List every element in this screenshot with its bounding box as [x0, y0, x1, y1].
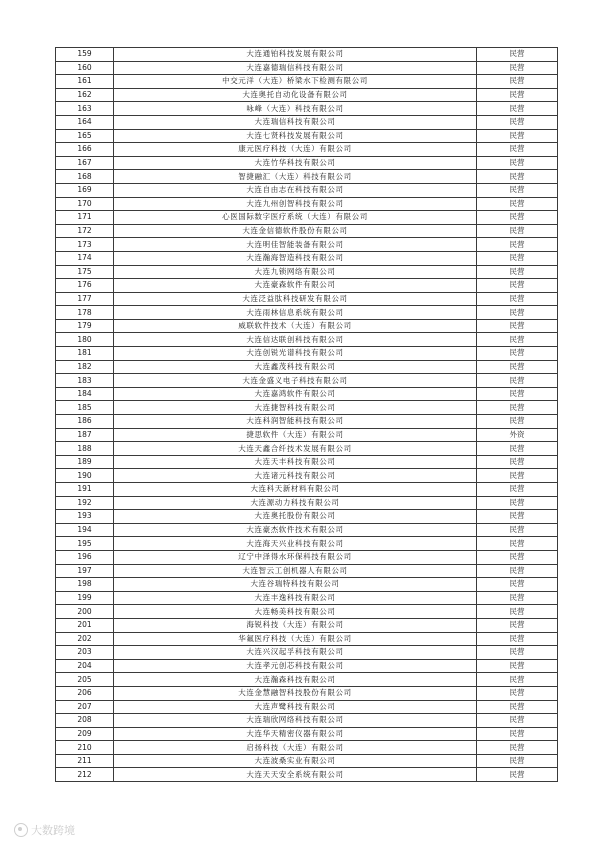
ownership-type: 民营: [477, 129, 558, 143]
ownership-type: 民营: [477, 374, 558, 388]
company-name: 大连通铂科技发展有限公司: [114, 48, 477, 62]
company-name: 大连科天新材料有限公司: [114, 483, 477, 497]
row-number: 179: [56, 319, 114, 333]
row-number: 206: [56, 686, 114, 700]
ownership-type: 民营: [477, 578, 558, 592]
ownership-type: 民营: [477, 442, 558, 456]
table-row: [56, 197, 558, 211]
ownership-type: 民营: [477, 143, 558, 157]
row-number: 166: [56, 143, 114, 157]
ownership-type: 民营: [477, 238, 558, 252]
table-row: [56, 129, 558, 143]
company-name: 大连波桑实业有限公司: [114, 754, 477, 768]
ownership-type: 民营: [477, 415, 558, 429]
ownership-type: 民营: [477, 483, 558, 497]
table-row: [56, 727, 558, 741]
row-number: 200: [56, 605, 114, 619]
ownership-type: 民营: [477, 591, 558, 605]
table-row: [56, 102, 558, 116]
table-row: [56, 360, 558, 374]
row-number: 211: [56, 754, 114, 768]
row-number: 186: [56, 415, 114, 429]
ownership-type: 民营: [477, 306, 558, 320]
ownership-type: 民营: [477, 333, 558, 347]
row-number: 209: [56, 727, 114, 741]
table-row: [56, 768, 558, 782]
table-row: [56, 591, 558, 605]
ownership-type: 民营: [477, 741, 558, 755]
table-row: [56, 319, 558, 333]
company-name: 大连豪杰软件技术有限公司: [114, 523, 477, 537]
company-name: 大连天鑫合纤技术发展有限公司: [114, 442, 477, 456]
company-name: 大连瑞欣网络科技有限公司: [114, 714, 477, 728]
company-name: 大连九锁网络有限公司: [114, 265, 477, 279]
table-row: [56, 578, 558, 592]
table-row: [56, 714, 558, 728]
row-number: 183: [56, 374, 114, 388]
table-row: [56, 686, 558, 700]
table-row: [56, 605, 558, 619]
ownership-type: 民营: [477, 455, 558, 469]
ownership-type: 民营: [477, 768, 558, 782]
table-row: [56, 265, 558, 279]
company-name: 华氟医疗科技（大连）有限公司: [114, 632, 477, 646]
table-row: [56, 143, 558, 157]
table-row: [56, 292, 558, 306]
row-number: 195: [56, 537, 114, 551]
table-row: [56, 211, 558, 225]
company-name: 大连丰逸科技有限公司: [114, 591, 477, 605]
table-row: [56, 469, 558, 483]
table-row: [56, 374, 558, 388]
ownership-type: 民营: [477, 401, 558, 415]
company-name: 咏峰（大连）科技有限公司: [114, 102, 477, 116]
row-number: 174: [56, 251, 114, 265]
row-number: 177: [56, 292, 114, 306]
table-row: [56, 88, 558, 102]
logo-circle-icon: [14, 823, 28, 837]
company-name: 大连金盛义电子科技有限公司: [114, 374, 477, 388]
row-number: 182: [56, 360, 114, 374]
row-number: 176: [56, 279, 114, 293]
company-list-body: [56, 48, 558, 782]
ownership-type: 民营: [477, 727, 558, 741]
table-row: [56, 333, 558, 347]
company-name: 大连瀚海智造科技有限公司: [114, 251, 477, 265]
company-name: 大连嘉德瑞信科技有限公司: [114, 61, 477, 75]
ownership-type: 民营: [477, 292, 558, 306]
row-number: 165: [56, 129, 114, 143]
table-row: [56, 428, 558, 442]
table-row: [56, 659, 558, 673]
table-row: [56, 415, 558, 429]
row-number: 212: [56, 768, 114, 782]
company-name: 大连诸元科技有限公司: [114, 469, 477, 483]
company-name: 海锐科技（大连）有限公司: [114, 618, 477, 632]
ownership-type: 民营: [477, 156, 558, 170]
company-name: 大连智云工创机器人有限公司: [114, 564, 477, 578]
company-name: 大连海天兴业科技有限公司: [114, 537, 477, 551]
company-name: 大连九州创智科技有限公司: [114, 197, 477, 211]
table-row: [56, 61, 558, 75]
table-row: [56, 251, 558, 265]
table-row: [56, 455, 558, 469]
ownership-type: 民营: [477, 605, 558, 619]
table-row: [56, 401, 558, 415]
ownership-type: 民营: [477, 115, 558, 129]
company-name: 大连源动力科技有限公司: [114, 496, 477, 510]
table-row: [56, 741, 558, 755]
ownership-type: 民营: [477, 251, 558, 265]
ownership-type: 民营: [477, 469, 558, 483]
row-number: 171: [56, 211, 114, 225]
table-row: [56, 618, 558, 632]
ownership-type: 外资: [477, 428, 558, 442]
row-number: 163: [56, 102, 114, 116]
table-row: [56, 115, 558, 129]
ownership-type: 民营: [477, 48, 558, 62]
ownership-type: 民营: [477, 197, 558, 211]
company-name: 辽宁中泽得水环保科技有限公司: [114, 550, 477, 564]
row-number: 168: [56, 170, 114, 184]
table-row: [56, 238, 558, 252]
table-row: [56, 224, 558, 238]
table-row: [56, 632, 558, 646]
row-number: 164: [56, 115, 114, 129]
company-name: 大连兴汉起孚科技有限公司: [114, 646, 477, 660]
row-number: 202: [56, 632, 114, 646]
company-name: 大连瑞信科技有限公司: [114, 115, 477, 129]
table-row: [56, 75, 558, 89]
row-number: 181: [56, 347, 114, 361]
company-name: 大连瀚森科技有限公司: [114, 673, 477, 687]
company-name: 大连奥托股份有限公司: [114, 510, 477, 524]
company-list-table: [55, 47, 558, 782]
ownership-type: 民营: [477, 754, 558, 768]
ownership-type: 民营: [477, 646, 558, 660]
table-row: [56, 537, 558, 551]
row-number: 162: [56, 88, 114, 102]
ownership-type: 民营: [477, 360, 558, 374]
table-row: [56, 510, 558, 524]
row-number: 160: [56, 61, 114, 75]
row-number: 210: [56, 741, 114, 755]
row-number: 190: [56, 469, 114, 483]
company-name: 心医国际数字医疗系统（大连）有限公司: [114, 211, 477, 225]
ownership-type: 民营: [477, 564, 558, 578]
ownership-type: 民营: [477, 88, 558, 102]
company-name: 威联软件技术（大连）有限公司: [114, 319, 477, 333]
company-name: 启扬科技（大连）有限公司: [114, 741, 477, 755]
ownership-type: 民营: [477, 523, 558, 537]
table-row: [56, 387, 558, 401]
company-name: 康元医疗科技（大连）有限公司: [114, 143, 477, 157]
company-name: 大连天天安全系统有限公司: [114, 768, 477, 782]
company-name: 大连信达联创科技有限公司: [114, 333, 477, 347]
company-name: 大连泛益肽科技研发有限公司: [114, 292, 477, 306]
row-number: 194: [56, 523, 114, 537]
company-name: 大连奥托自动化设备有限公司: [114, 88, 477, 102]
company-name: 大连天丰科技有限公司: [114, 455, 477, 469]
table-row: [56, 700, 558, 714]
row-number: 199: [56, 591, 114, 605]
company-name: 大连嘉鸿软件有限公司: [114, 387, 477, 401]
row-number: 193: [56, 510, 114, 524]
company-name: 大连鑫茂科技有限公司: [114, 360, 477, 374]
table-row: [56, 496, 558, 510]
ownership-type: 民营: [477, 224, 558, 238]
ownership-type: 民营: [477, 686, 558, 700]
ownership-type: 民营: [477, 673, 558, 687]
row-number: 169: [56, 183, 114, 197]
company-name: 大连豪森软件有限公司: [114, 279, 477, 293]
ownership-type: 民营: [477, 279, 558, 293]
ownership-type: 民营: [477, 632, 558, 646]
table-row: [56, 48, 558, 62]
row-number: 189: [56, 455, 114, 469]
company-name: 大连七贤科技发展有限公司: [114, 129, 477, 143]
table-row: [56, 170, 558, 184]
row-number: 178: [56, 306, 114, 320]
watermark: [14, 822, 75, 838]
table-row: [56, 673, 558, 687]
company-name: 大连声鹭科技有限公司: [114, 700, 477, 714]
watermark-text: 大数跨境: [31, 824, 75, 837]
ownership-type: 民营: [477, 211, 558, 225]
row-number: 203: [56, 646, 114, 660]
company-name: 智捷融汇（大连）科技有限公司: [114, 170, 477, 184]
row-number: 198: [56, 578, 114, 592]
row-number: 207: [56, 700, 114, 714]
company-name: 大连明佳智能装备有限公司: [114, 238, 477, 252]
row-number: 191: [56, 483, 114, 497]
row-number: 173: [56, 238, 114, 252]
company-name: 大连谷瑞特科技有限公司: [114, 578, 477, 592]
ownership-type: 民营: [477, 319, 558, 333]
ownership-type: 民营: [477, 75, 558, 89]
row-number: 208: [56, 714, 114, 728]
ownership-type: 民营: [477, 265, 558, 279]
row-number: 170: [56, 197, 114, 211]
company-name: 中交元洋（大连）桥梁水下检测有限公司: [114, 75, 477, 89]
table-row: [56, 279, 558, 293]
ownership-type: 民营: [477, 659, 558, 673]
table-row: [56, 483, 558, 497]
ownership-type: 民营: [477, 183, 558, 197]
ownership-type: 民营: [477, 387, 558, 401]
row-number: 205: [56, 673, 114, 687]
table-row: [56, 550, 558, 564]
table-row: [56, 523, 558, 537]
row-number: 196: [56, 550, 114, 564]
row-number: 180: [56, 333, 114, 347]
row-number: 185: [56, 401, 114, 415]
ownership-type: 民营: [477, 347, 558, 361]
ownership-type: 民营: [477, 537, 558, 551]
row-number: 167: [56, 156, 114, 170]
company-name: 大连捷智科技有限公司: [114, 401, 477, 415]
ownership-type: 民营: [477, 170, 558, 184]
company-name: 大连竹华科技有限公司: [114, 156, 477, 170]
ownership-type: 民营: [477, 714, 558, 728]
company-name: 大连孝元创芯科技有限公司: [114, 659, 477, 673]
company-name: 捷思软件（大连）有限公司: [114, 428, 477, 442]
row-number: 175: [56, 265, 114, 279]
row-number: 188: [56, 442, 114, 456]
row-number: 172: [56, 224, 114, 238]
row-number: 201: [56, 618, 114, 632]
ownership-type: 民营: [477, 700, 558, 714]
company-name: 大连科润智能科技有限公司: [114, 415, 477, 429]
row-number: 159: [56, 48, 114, 62]
table-row: [56, 646, 558, 660]
table-row: [56, 156, 558, 170]
company-name: 大连雨林信息系统有限公司: [114, 306, 477, 320]
table-row: [56, 183, 558, 197]
row-number: 197: [56, 564, 114, 578]
ownership-type: 民营: [477, 496, 558, 510]
table-row: [56, 442, 558, 456]
company-name: 大连畅美科技有限公司: [114, 605, 477, 619]
table-row: [56, 347, 558, 361]
ownership-type: 民营: [477, 550, 558, 564]
row-number: 204: [56, 659, 114, 673]
row-number: 184: [56, 387, 114, 401]
row-number: 187: [56, 428, 114, 442]
ownership-type: 民营: [477, 61, 558, 75]
company-name: 大连金慧融智科技股份有限公司: [114, 686, 477, 700]
table-row: [56, 306, 558, 320]
ownership-type: 民营: [477, 510, 558, 524]
ownership-type: 民营: [477, 102, 558, 116]
table-row: [56, 754, 558, 768]
company-name: 大连华天精密仪器有限公司: [114, 727, 477, 741]
ownership-type: 民营: [477, 618, 558, 632]
row-number: 161: [56, 75, 114, 89]
table-row: [56, 564, 558, 578]
company-name: 大连自由志在科技有限公司: [114, 183, 477, 197]
company-name: 大连金信德软件股份有限公司: [114, 224, 477, 238]
row-number: 192: [56, 496, 114, 510]
company-name: 大连创锐光谱科技有限公司: [114, 347, 477, 361]
